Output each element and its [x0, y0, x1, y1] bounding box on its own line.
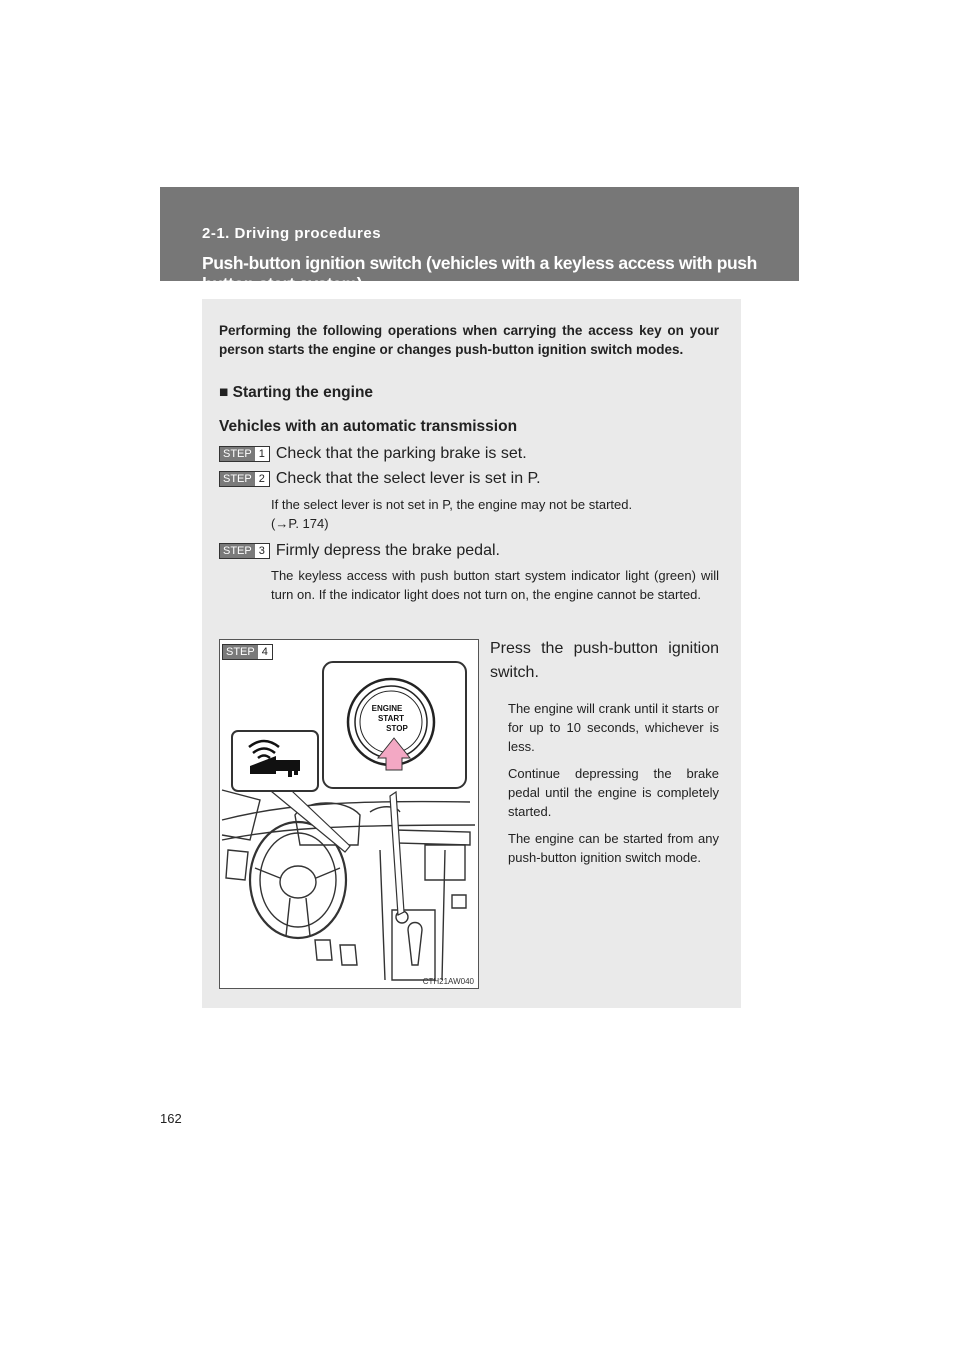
sub-heading: Vehicles with an automatic transmission	[219, 418, 518, 435]
step-2-note-text: If the select lever is not set in P, the engine may not be started.	[271, 497, 633, 512]
step-2	[219, 470, 541, 488]
step-3	[219, 542, 500, 560]
content-panel	[202, 299, 741, 1008]
step-badge: STEP 4	[222, 644, 273, 660]
page-title: Push-button ignition switch (vehicles with a keyless access with push button start system)	[202, 253, 757, 294]
step-badge: STEP 2	[219, 471, 270, 487]
step-2-note	[271, 495, 719, 533]
button-label-line-3: STOP	[386, 724, 408, 733]
ignition-illustration	[219, 639, 479, 989]
step-4-para-3: The engine can be started from any push-button ignition switch mode.	[508, 831, 719, 865]
page-number: 162	[160, 1111, 182, 1126]
step-4-text: Press the push-button ignition switch.	[490, 640, 719, 681]
step-3-text: Firmly depress the brake pedal.	[275, 542, 500, 559]
step-4-para-1: The engine will crank until it starts or for up to 10 seconds, whichever is less.	[508, 701, 719, 754]
step-4-column	[490, 637, 719, 875]
section-heading: ■ Starting the engine	[219, 384, 374, 401]
figure-code: CTH21AW040	[422, 977, 474, 986]
section-header-bar	[160, 187, 799, 294]
step-1-text: Check that the parking brake is set.	[275, 445, 527, 462]
dashboard-drawing	[220, 640, 478, 988]
button-label-line-1: ENGINE	[371, 704, 403, 713]
step-2-text: Check that the select lever is set in P.	[275, 470, 541, 487]
button-label-line-2: START	[377, 714, 405, 723]
step-badge: STEP 3	[219, 543, 270, 559]
section-label: 2-1. Driving procedures	[202, 225, 382, 242]
step-3-note: The keyless access with push button start system indicator light (green) will turn on. If the indicator light does not turn on, the engine cannot be started.	[271, 568, 719, 602]
page-reference: (→P. 174)	[271, 516, 329, 531]
step-badge: STEP 1	[219, 446, 270, 462]
step-1	[219, 445, 527, 463]
step-4-para-2: Continue depressing the brake pedal until the engine is completely started.	[508, 766, 719, 819]
intro-text: Performing the following operations when carrying the access key on your person starts the engine or changes push-button ignition switch modes.	[219, 323, 719, 357]
